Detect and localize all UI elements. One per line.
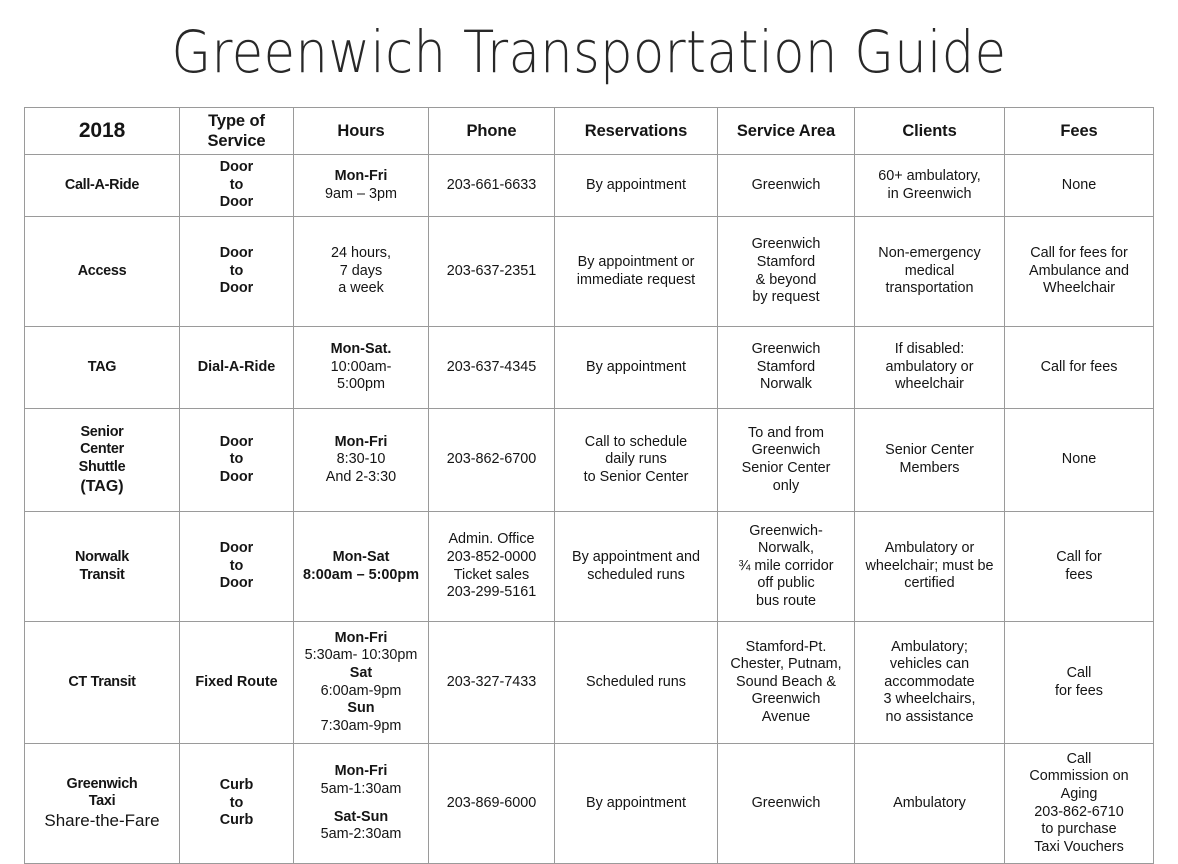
cell-line: Ambulance and xyxy=(1028,262,1129,279)
clients-cell xyxy=(855,512,1005,622)
cell-line: Curb xyxy=(219,812,254,829)
transportation-guide-table xyxy=(24,107,1154,864)
cell-line: By appointment xyxy=(586,358,686,375)
fees-cell xyxy=(1005,409,1154,512)
cell-line: ambulatory or xyxy=(885,358,974,375)
cell-line: And 2-3:30 xyxy=(325,468,397,485)
service-area-cell xyxy=(718,155,855,217)
service-name-sublabel: Share-the-Fare xyxy=(44,810,160,830)
cell-line: in Greenwich xyxy=(887,185,972,202)
service-area-cell xyxy=(718,622,855,744)
cell-line: 24 hours, xyxy=(330,245,391,262)
reservations-cell xyxy=(555,512,718,622)
service-name-greenwich-taxi xyxy=(25,744,180,864)
cell-line: Taxi Vouchers xyxy=(1034,838,1124,855)
reservations-cell xyxy=(555,327,718,409)
hours-cell xyxy=(294,622,429,744)
cell-line: Avenue xyxy=(761,708,811,725)
cell-line: Greenwich xyxy=(751,176,821,193)
cell-line: By appointment xyxy=(586,794,686,811)
cell-line: Ambulatory or xyxy=(884,540,975,557)
cell-line: Door xyxy=(219,433,254,450)
phone-cell xyxy=(429,622,555,744)
cell-line: 5:30am- 10:30pm xyxy=(304,647,418,664)
hours-cell xyxy=(294,409,429,512)
cell-line: Greenwich xyxy=(751,236,821,253)
service-name-line: Access xyxy=(77,262,127,279)
cell-line: Call for fees xyxy=(1040,358,1118,375)
cell-line: to xyxy=(229,451,244,468)
cell-line xyxy=(297,799,425,809)
cell-line: To and from xyxy=(748,424,824,441)
type-of-service-cell xyxy=(180,622,294,744)
cell-line: Call xyxy=(1066,664,1092,681)
table-row xyxy=(25,327,1154,409)
cell-line: Call xyxy=(1066,750,1092,767)
fees-cell xyxy=(1005,155,1154,217)
table-header-row xyxy=(25,108,1154,155)
cell-line: Door xyxy=(219,194,254,211)
table-row xyxy=(25,155,1154,217)
service-name-line: TAG xyxy=(87,358,117,375)
header-service-area: Service Area xyxy=(718,108,855,155)
cell-line: 5:00pm xyxy=(337,376,385,393)
cell-line: Stamford xyxy=(756,253,816,270)
cell-line: 203-852-0000 xyxy=(446,548,537,565)
cell-line: a week xyxy=(338,280,384,297)
cell-line: Norwalk xyxy=(760,376,812,393)
hours-cell xyxy=(294,217,429,327)
cell-line: 203-862-6710 xyxy=(1034,803,1124,820)
cell-line: 203-327-7433 xyxy=(446,673,537,690)
cell-line: 60+ ambulatory, xyxy=(878,167,981,184)
cell-line: Mon-Sat xyxy=(332,548,390,565)
service-name-line: Center xyxy=(80,441,124,458)
service-area-cell xyxy=(718,217,855,327)
cell-line: 203-637-2351 xyxy=(446,262,537,279)
hours-cell xyxy=(294,512,429,622)
cell-line: to Senior Center xyxy=(583,468,689,485)
service-area-cell xyxy=(718,744,855,864)
cell-line: accommodate xyxy=(884,673,975,690)
cell-line: Ticket sales xyxy=(453,566,530,583)
service-name-ct-transit xyxy=(25,622,180,744)
cell-line: immediate request xyxy=(576,271,696,288)
cell-line: By appointment xyxy=(586,176,686,193)
cell-line: Senior Center xyxy=(885,442,974,459)
cell-line: Dial-A-Ride xyxy=(197,358,276,375)
phone-cell xyxy=(429,217,555,327)
cell-line: for fees xyxy=(1055,682,1103,699)
header-type-of-service xyxy=(180,108,294,155)
cell-line: Mon-Fri xyxy=(334,629,388,646)
clients-cell xyxy=(855,217,1005,327)
cell-line: Sat xyxy=(349,664,373,681)
cell-line: Sound Beach & xyxy=(735,673,836,690)
service-name-senior-center-shuttle xyxy=(25,409,180,512)
cell-line: 6:00am-9pm xyxy=(320,682,402,699)
transportation-guide-table-wrapper xyxy=(24,107,1153,864)
cell-line: to xyxy=(229,262,244,279)
cell-line: 203-661-6633 xyxy=(446,176,537,193)
reservations-cell xyxy=(555,217,718,327)
cell-line: Norwalk, xyxy=(758,540,814,557)
cell-line: Admin. Office xyxy=(448,531,535,548)
cell-line: Greenwich xyxy=(751,341,821,358)
service-name-line: Norwalk xyxy=(75,548,129,565)
cell-line: Greenwich xyxy=(751,691,821,708)
cell-line: Mon-Fri xyxy=(334,167,388,184)
cell-line: Curb xyxy=(219,777,254,794)
cell-line: wheelchair; must be xyxy=(865,557,994,574)
cell-line: Wheelchair xyxy=(1043,280,1115,297)
phone-cell xyxy=(429,744,555,864)
type-of-service-cell xyxy=(180,327,294,409)
cell-line: Stamford xyxy=(756,358,816,375)
cell-line: Door xyxy=(219,159,254,176)
header-reservations: Reservations xyxy=(555,108,718,155)
fees-cell xyxy=(1005,217,1154,327)
cell-line: 203-637-4345 xyxy=(446,358,537,375)
service-area-cell xyxy=(718,409,855,512)
table-row xyxy=(25,409,1154,512)
cell-line: bus route xyxy=(755,592,816,609)
cell-line: Members xyxy=(899,460,960,476)
cell-line: Door xyxy=(219,575,254,592)
cell-line: to xyxy=(229,557,244,574)
service-name-line: Greenwich xyxy=(66,775,138,792)
cell-line: Door xyxy=(219,468,254,485)
cell-line: medical xyxy=(904,262,955,279)
service-name-line: Senior xyxy=(80,423,124,440)
fees-cell xyxy=(1005,622,1154,744)
cell-line: 8:30-10 xyxy=(336,451,386,468)
cell-line: daily runs xyxy=(605,451,667,468)
cell-line: Ambulatory xyxy=(893,794,966,811)
hours-cell xyxy=(294,327,429,409)
cell-line: scheduled runs xyxy=(587,566,685,583)
cell-line: Door xyxy=(219,280,254,297)
cell-line: Greenwich xyxy=(751,794,821,811)
cell-line: None xyxy=(1061,451,1097,468)
reservations-cell xyxy=(555,744,718,864)
cell-line: Call to schedule xyxy=(584,433,688,450)
cell-line: 7 days xyxy=(339,262,383,279)
reservations-cell xyxy=(555,622,718,744)
cell-line: By appointment and xyxy=(571,548,700,565)
cell-line: no assistance xyxy=(885,708,974,725)
cell-line: Mon-Fri xyxy=(334,763,388,780)
hours-cell xyxy=(294,744,429,864)
service-name-line: CT Transit xyxy=(68,673,136,690)
cell-line: to xyxy=(229,794,244,811)
cell-line: 8:00am – 5:00pm xyxy=(303,566,419,583)
reservations-cell xyxy=(555,155,718,217)
table-row xyxy=(25,744,1154,864)
cell-line: Greenwich- xyxy=(749,522,823,539)
cell-line: None xyxy=(1061,176,1097,193)
cell-line: 10:00am- xyxy=(330,358,392,375)
service-name-line: Taxi xyxy=(88,793,116,810)
header-clients: Clients xyxy=(855,108,1005,155)
phone-cell xyxy=(429,327,555,409)
cell-line: transportation xyxy=(885,280,974,297)
service-area-cell xyxy=(718,512,855,622)
cell-line: to xyxy=(229,176,244,193)
type-of-service-cell xyxy=(180,155,294,217)
service-name-call-a-ride xyxy=(25,155,180,217)
table-row xyxy=(25,512,1154,622)
cell-line: By appointment or xyxy=(577,253,695,270)
cell-line: Mon-Sat. xyxy=(330,341,392,358)
service-name-tag xyxy=(25,327,180,409)
cell-line: certified xyxy=(904,575,955,592)
cell-line: & beyond xyxy=(755,271,817,288)
header-type-of-service-line2: Service xyxy=(207,132,266,150)
fees-cell xyxy=(1005,744,1154,864)
cell-line: by request xyxy=(752,289,820,306)
clients-cell xyxy=(855,409,1005,512)
phone-cell xyxy=(429,155,555,217)
service-name-line: Call-A-Ride xyxy=(64,176,140,193)
cell-line: off public xyxy=(757,575,815,592)
header-hours: Hours xyxy=(294,108,429,155)
header-type-of-service-line1: Type of xyxy=(208,111,265,130)
cell-line: Greenwich xyxy=(751,442,821,459)
type-of-service-cell xyxy=(180,744,294,864)
hours-cell xyxy=(294,155,429,217)
cell-line: Mon-Fri xyxy=(334,433,388,450)
fees-cell xyxy=(1005,327,1154,409)
cell-line: 203-299-5161 xyxy=(446,584,537,601)
cell-line: Ambulatory; xyxy=(891,638,968,655)
page-title: Greenwich Transportation Guide xyxy=(171,18,1007,86)
cell-line: 5am-1:30am xyxy=(320,780,402,797)
clients-cell xyxy=(855,155,1005,217)
cell-line: Aging xyxy=(1060,785,1098,802)
clients-cell xyxy=(855,622,1005,744)
cell-line: Call for xyxy=(1056,548,1102,565)
cell-line: Door xyxy=(219,245,254,262)
cell-line: Sun xyxy=(347,700,375,717)
cell-line: Non-emergency xyxy=(878,245,981,262)
cell-line: 3 wheelchairs, xyxy=(883,691,976,708)
cell-line: 7:30am-9pm xyxy=(320,717,402,734)
fees-cell xyxy=(1005,512,1154,622)
clients-cell xyxy=(855,327,1005,409)
type-of-service-cell xyxy=(180,512,294,622)
cell-line: 203-862-6700 xyxy=(446,451,537,468)
cell-line: If disabled: xyxy=(894,341,965,358)
clients-cell xyxy=(855,744,1005,864)
service-name-access xyxy=(25,217,180,327)
service-name-line: Transit xyxy=(79,566,125,583)
cell-line: Senior Center xyxy=(741,460,831,476)
header-year: 2018 xyxy=(25,108,180,155)
cell-line: only xyxy=(772,477,800,494)
cell-line: vehicles can xyxy=(889,656,970,673)
cell-line: ¾ mile corridor xyxy=(738,557,834,574)
service-name-norwalk-transit xyxy=(25,512,180,622)
table-row xyxy=(25,217,1154,327)
phone-cell xyxy=(429,512,555,622)
cell-line: Commission on xyxy=(1029,768,1129,785)
cell-line: to purchase xyxy=(1041,821,1117,838)
type-of-service-cell xyxy=(180,409,294,512)
cell-line: Door xyxy=(219,540,254,557)
cell-line: 203-869-6000 xyxy=(446,794,537,811)
cell-line: Chester, Putnam, xyxy=(730,656,842,673)
cell-line: Stamford-Pt. xyxy=(745,638,827,655)
cell-line: Call for fees for xyxy=(1030,245,1128,262)
cell-line: Sat-Sun xyxy=(333,808,389,825)
cell-line: fees xyxy=(1065,566,1093,583)
cell-line: wheelchair xyxy=(895,376,964,393)
cell-line: Fixed Route xyxy=(195,673,278,690)
header-phone: Phone xyxy=(429,108,555,155)
service-name-line: Shuttle xyxy=(78,459,126,476)
cell-line: Scheduled runs xyxy=(585,673,686,690)
header-fees: Fees xyxy=(1005,108,1154,155)
service-area-cell xyxy=(718,327,855,409)
reservations-cell xyxy=(555,409,718,512)
table-row xyxy=(25,622,1154,744)
service-name-sublabel: (TAG) xyxy=(80,477,124,495)
cell-line: 9am – 3pm xyxy=(325,185,397,202)
phone-cell xyxy=(429,409,555,512)
cell-line: 5am-2:30am xyxy=(320,826,402,843)
type-of-service-cell xyxy=(180,217,294,327)
